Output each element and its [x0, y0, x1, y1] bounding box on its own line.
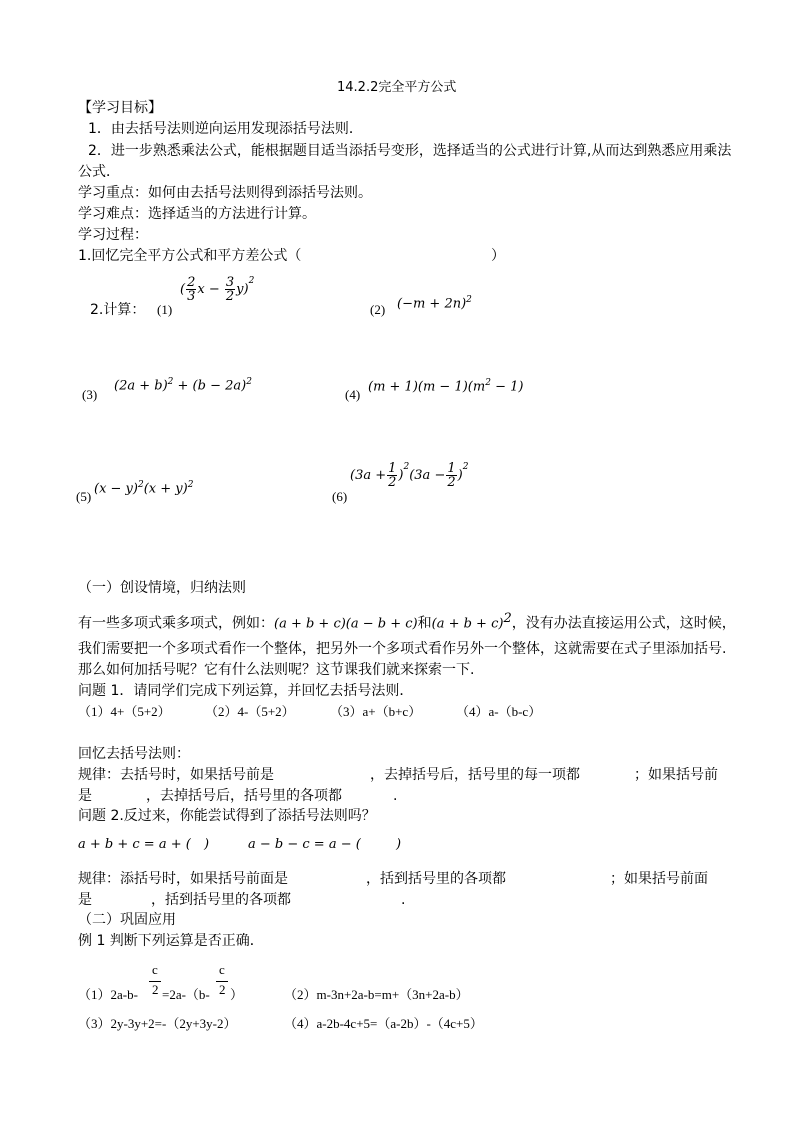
recall-prompt: 1.回忆完全平方公式和平方差公式（: [78, 248, 302, 264]
recall-rule-heading: 回忆去括号法则：: [78, 746, 190, 762]
q1-item-3: （3）a+（b+c）: [330, 704, 422, 719]
problem-5-expr: $(x - y)^2(x + y)^2$: [94, 480, 194, 497]
e1-expr-end: ）: [230, 987, 244, 1002]
objectives-heading: 【学习目标】: [78, 100, 162, 116]
section1-line3: 那么如何加括号呢？它有什么法则呢？这节课我们就来探索一下.: [78, 662, 475, 678]
rule-line1-c: ；如果括号前: [634, 767, 718, 783]
key-point: 学习重点：如何由去括号法则得到添括号法则。: [78, 185, 372, 201]
rule-line2-c: .: [393, 788, 398, 804]
problem-2-label: (2): [370, 302, 386, 317]
add-bracket-eq1: a + b + c = a + (: [78, 837, 191, 852]
section1-heading: （一）创设情境，归纳法则: [78, 580, 246, 596]
rule-line2-a: 是: [78, 788, 92, 804]
problem-6-expr: (3a + $\frac{1}{2}$ ) $^2$ (3a − $\frac{1}{2}$ ) $^2$: [350, 461, 469, 490]
add-rule-line1-b: ，括到括号里的各项都: [366, 871, 506, 887]
problem-5-label: (5): [76, 489, 92, 504]
e1-expr-b: =2a-（b-: [162, 987, 210, 1002]
problem-4-label: (4): [345, 387, 361, 402]
example-item-4: （4）a-2b-4c+5=（a-2b）-（4c+5）: [284, 1016, 483, 1031]
problem-3-expr: $(2a + b)^2 + (b - 2a)^2$: [114, 377, 252, 394]
example-item-2: （2）m-3n+2a-b=m+（3n+2a-b）: [284, 987, 469, 1002]
example-item-3: （3）2y-3y+2=-（2y+3y-2）: [78, 1016, 237, 1031]
question-2: 问题 2.反过来，你能尝试得到了添括号法则吗？: [78, 808, 376, 824]
problem-1-expr: ( $\frac{2}{3}$ x − $\frac{3}{2}$ y ) $^2$: [180, 275, 255, 304]
add-rule-line2-a: 是: [78, 892, 92, 908]
problem-1-label: (1): [157, 302, 173, 317]
add-bracket-eq1-close: ): [204, 837, 210, 852]
problem-4-expr: $(m + 1)(m - 1)(m^2 - 1)$: [368, 378, 524, 395]
question-1: 问题 1．请同学们完成下列运算，并回忆去括号法则．: [78, 683, 414, 699]
q1-item-1: （1）4+（5+2）: [78, 704, 171, 719]
objective-1: 1．由去括号法则逆向运用发现添括号法则．: [88, 121, 363, 137]
section1-line2: 我们需要把一个多项式看作一个整体，把另外一个多项式看作另外一个整体，这就需要在式子里添加括号.: [78, 641, 727, 657]
section1-intro: 有一些多项式乘多项式，例如：(a + b + c)(a − b + c)和$(a + b + c)^2$，没有办法直接运用公式，这时候，: [78, 611, 736, 632]
problem-2-expr: $(-m + 2n)^2$: [397, 295, 472, 312]
add-rule-line1-a: 规律：添括号时，如果括号前面是: [78, 871, 288, 887]
problem-3-label: (3): [82, 387, 98, 402]
add-rule-line2-b: ，括到括号里的各项都: [151, 892, 291, 908]
objective-2-line2: 公式．: [78, 164, 120, 180]
add-rule-line1-c: ；如果括号前面: [610, 871, 708, 887]
e1-c2-top: c: [219, 962, 225, 977]
e1-den-1: 2: [152, 982, 159, 997]
p1-open: (: [180, 281, 186, 297]
calc-label: 2.计算：: [90, 302, 146, 318]
e1-expr-a: （1）2a-b-: [78, 987, 138, 1002]
q1-item-2: （2）4-（5+2）: [205, 704, 295, 719]
difficulty: 学习难点：选择适当的方法进行计算。: [78, 206, 316, 222]
add-bracket-eq2: a − b − c = a − (: [248, 837, 361, 852]
q1-item-4: （4）a-（b-c）: [456, 704, 542, 719]
add-rule-line2-c: .: [401, 892, 406, 908]
e1-den-2: 2: [219, 982, 226, 997]
section2-heading: （二）巩固应用: [78, 912, 176, 928]
rule-line1-b: ，去掉括号后，括号里的每一项都: [370, 767, 580, 783]
rule-line1-a: 规律：去括号时，如果括号前是: [78, 767, 274, 783]
process-label: 学习过程：: [78, 227, 148, 243]
objective-2-line1: 2．进一步熟悉乘法公式，能根据题目适当添括号变形，选择适当的公式进行计算,从而达到熟悉应用乘法: [88, 143, 732, 159]
rule-line2-b: ，去掉括号后，括号里的各项都: [146, 788, 342, 804]
p1-frac2: $\frac{3}{2}$: [225, 275, 235, 304]
add-bracket-eq2-close: ): [396, 837, 402, 852]
recall-close: ）: [491, 248, 505, 264]
p1-frac1: $\frac{2}{3}$: [187, 275, 196, 304]
example-1: 例 1 判断下列运算是否正确．: [78, 933, 264, 949]
page-title: 14.2.2完全平方公式: [337, 80, 457, 95]
problem-6-label: (6): [332, 489, 348, 504]
e1-c-top: c: [152, 962, 158, 977]
